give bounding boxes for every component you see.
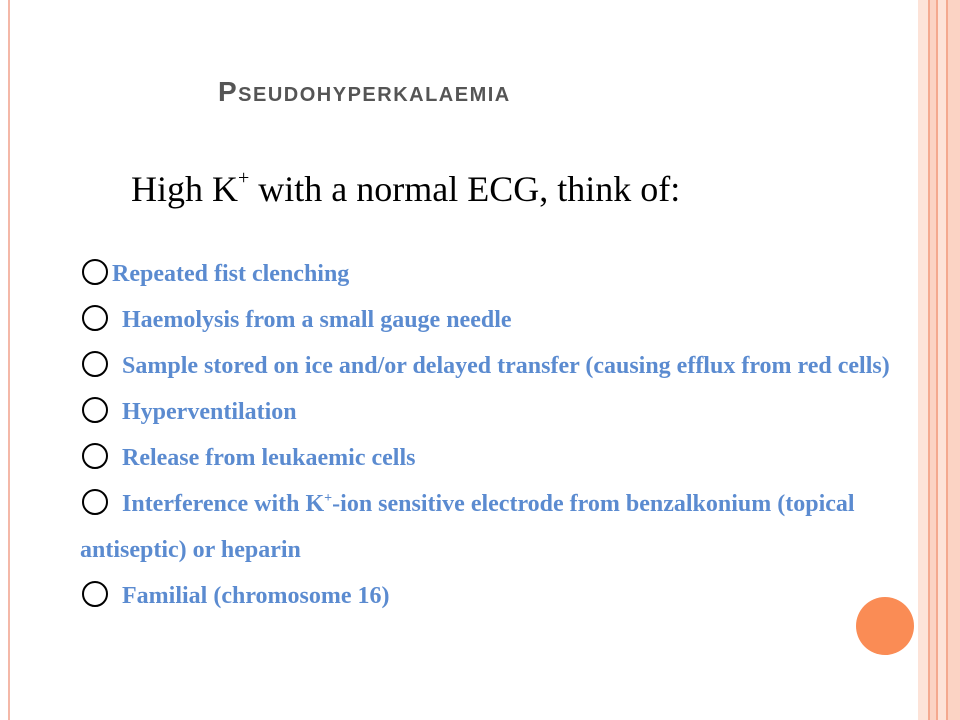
bullet-superscript: + xyxy=(324,491,333,506)
subtitle-prefix: High K xyxy=(131,169,238,209)
left-border-rule xyxy=(8,0,10,720)
slide-subtitle xyxy=(131,168,680,210)
subtitle-superscript: + xyxy=(238,167,250,189)
slide-title: Pseudohyperkalaemia xyxy=(218,76,511,107)
hollow-circle-icon xyxy=(82,397,108,423)
hollow-circle-icon xyxy=(82,305,108,331)
bullet-text-pre: Interference with K xyxy=(122,491,325,517)
bullet-text: Release from leukaemic cells xyxy=(122,445,416,471)
bullet-text: Sample stored on ice and/or delayed transfer (causing efflux from red cells) xyxy=(122,353,890,379)
list-item xyxy=(80,435,890,481)
bullet-text: Haemolysis from a small gauge needle xyxy=(122,307,512,333)
list-item xyxy=(80,343,890,389)
list-item xyxy=(80,573,890,619)
list-item xyxy=(80,389,890,435)
hollow-circle-icon xyxy=(82,489,108,515)
bullet-text: Familial (chromosome 16) xyxy=(122,583,390,609)
bullet-text: Hyperventilation xyxy=(122,399,297,425)
hollow-circle-icon xyxy=(82,443,108,469)
list-item xyxy=(80,251,890,297)
list-item xyxy=(80,297,890,343)
bullet-list xyxy=(80,251,890,619)
hollow-circle-icon xyxy=(82,351,108,377)
right-border-stripe xyxy=(918,0,928,720)
bullet-text: Repeated fist clenching xyxy=(112,261,350,287)
subtitle-suffix: with a normal ECG, think of: xyxy=(249,169,681,209)
right-border-stripe xyxy=(948,0,960,720)
list-item xyxy=(80,481,890,573)
hollow-circle-icon xyxy=(82,581,108,607)
hollow-circle-icon xyxy=(82,259,108,285)
bullet-text-post: -ion sensitive electrode from benzalkonium (topical antiseptic) or heparin xyxy=(80,491,855,563)
right-border-stripe xyxy=(938,0,946,720)
